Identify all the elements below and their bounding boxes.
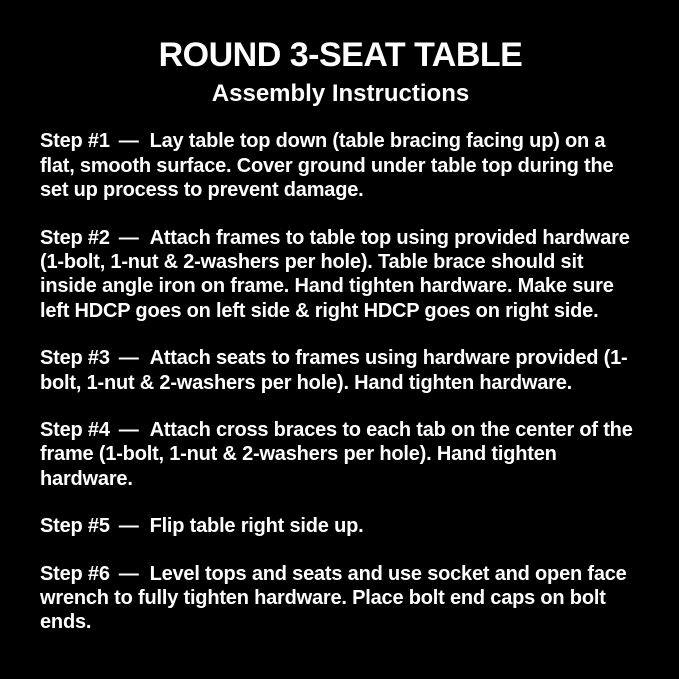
page-title: ROUND 3-SEAT TABLE	[158, 36, 523, 74]
step-6-paragraph	[40, 562, 641, 635]
step-3-text: Attach seats to frames using hardware provided (1-bolt, 1-nut & 2-washers per hole). Hand tighten hardware.	[40, 347, 628, 394]
step-3-label: Step #3	[40, 347, 110, 370]
step-2-text: Attach frames to table top using provided hardware (1-bolt, 1-nut & 2-washers per hole). Table brace should sit inside angle iron on frame. Hand tighten hardware. Make sure left HDCP goes on left side & right HDCP goes on right side.	[40, 226, 630, 322]
step-1-separator: —	[118, 130, 139, 153]
step-4-text: Attach cross braces to each tab on the center of the frame (1-bolt, 1-nut & 2-washers per hole). Hand tighten hardware.	[40, 419, 633, 490]
step-6-label: Step #6	[40, 562, 110, 585]
step-5-label: Step #5	[40, 515, 110, 538]
step-4-label: Step #4	[40, 419, 110, 441]
header	[40, 36, 641, 107]
step-1-text: Lay table top down (table bracing facing up) on a flat, smooth surface. Cover ground under table top during the set up process to prevent damage.	[40, 130, 614, 202]
step-4-separator: —	[118, 419, 139, 441]
step-1-label: Step #1	[40, 130, 110, 153]
step-5-text: Flip table right side up.	[149, 515, 364, 538]
step-3-separator: —	[118, 347, 139, 370]
step-1-paragraph	[40, 129, 641, 202]
step-5-paragraph	[40, 514, 641, 538]
steps-list	[40, 129, 641, 634]
step-5-separator: —	[118, 515, 139, 538]
step-2-label: Step #2	[40, 226, 110, 249]
step-4-paragraph	[40, 418, 641, 491]
step-3-paragraph	[40, 346, 641, 395]
step-2-paragraph	[40, 226, 641, 324]
step-2-separator: —	[118, 226, 139, 249]
step-6-separator: —	[118, 562, 139, 585]
page-subtitle: Assembly Instructions	[211, 80, 470, 108]
step-6-text: Level tops and seats and use socket and open face wrench to fully tighten hardware. Place bolt end caps on bolt ends.	[40, 562, 627, 634]
